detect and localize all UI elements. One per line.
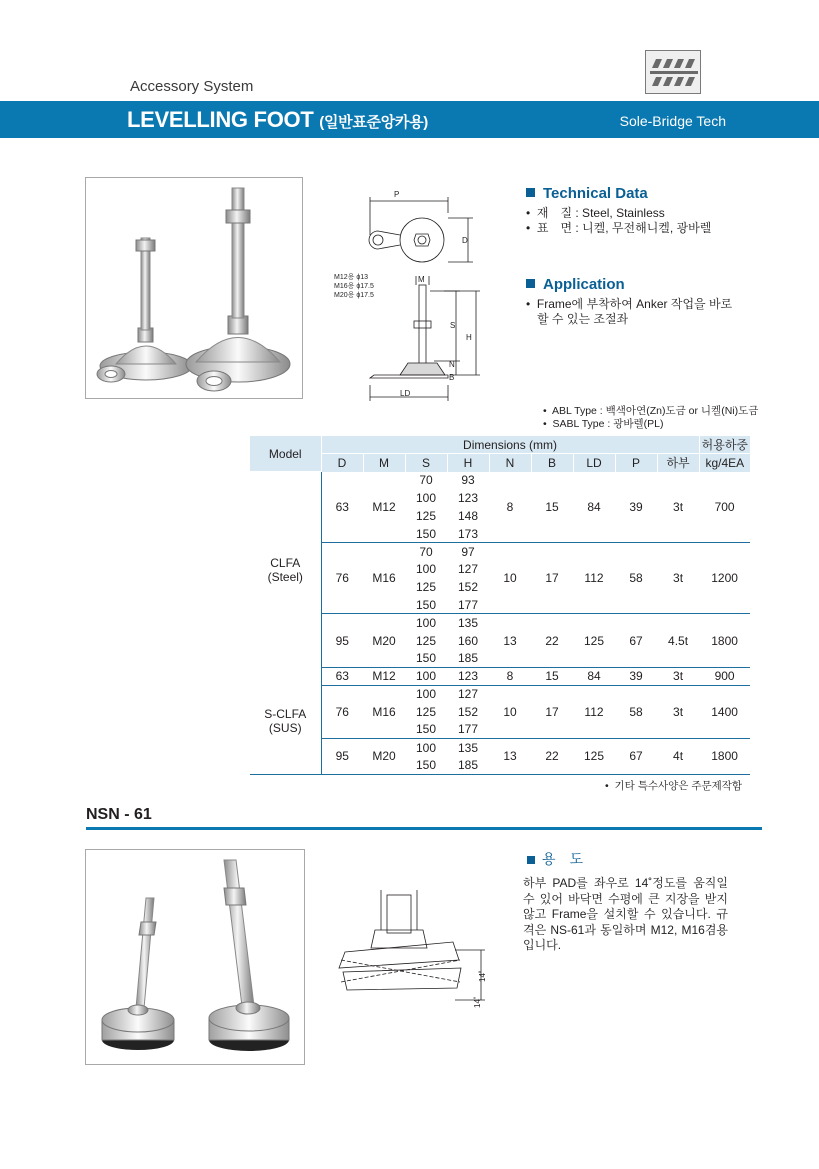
cell-s: 150 [405,525,447,543]
cell-d: 76 [321,685,363,738]
cell-ld: 84 [573,472,615,543]
column-header: kg/4EA [699,454,750,472]
nsn-drawing [335,890,495,1020]
model-name-line: (SUS) [268,720,302,735]
dim-label-m: M [418,275,425,284]
cell-h: 97 [461,544,475,559]
tech-item-material: • 재 질 : Steel, Stainless [526,206,665,220]
cell-d: 95 [321,614,363,667]
cell-load: 1800 [699,739,750,775]
cell-load: 900 [699,667,750,685]
column-header: P [615,454,657,472]
cell-n: 10 [489,685,531,738]
cell-m: M20 [363,614,405,667]
cell-b: 15 [531,472,573,543]
cell-n: 8 [489,667,531,685]
technical-drawing [330,185,490,410]
nsn-title: NSN - 61 [86,806,152,823]
column-header: D [321,454,363,472]
angle-label-lower: 14˚ [473,996,482,1008]
cell-b: 22 [531,614,573,667]
cell-lower: 3t [657,667,699,685]
hole-label-m16: M16용 ϕ17.5 [334,283,374,290]
header-load: 허용하중 [699,436,750,454]
column-header: B [531,454,573,472]
product-photo-clfa [85,177,303,399]
cell-s: 150 [405,650,447,668]
column-header: H [447,454,489,472]
table-row [250,543,750,561]
cell-m: M12 [363,667,405,685]
cell-b: 15 [531,667,573,685]
dim-label-s: S [450,321,456,330]
type-note-sabl: • SABL Type : 광바렐(PL) [543,418,664,430]
cell-h: 185 [447,650,489,668]
cell-ld: 84 [573,667,615,685]
cell-lower: 3t [657,685,699,738]
column-header: 하부 [657,454,699,472]
page-title [127,107,428,133]
cell-m: M20 [363,739,405,775]
product-photo-nsn61 [85,849,305,1065]
model-name-line: (Steel) [267,569,303,584]
angle-label-upper: 14˚ [478,970,487,982]
cell-s: 125 [415,580,437,595]
cell-h: 123 [447,667,489,685]
table-row [250,685,750,703]
cell-lower: 3t [657,472,699,543]
cell-h: 127 [457,687,479,702]
column-header: LD [573,454,615,472]
cell-d: 63 [321,472,363,543]
cell-h: 135 [457,616,479,631]
application-heading: Application [526,276,625,293]
cell-h: 177 [447,596,489,614]
cell-h: 152 [457,704,479,719]
cell-s: 100 [415,616,437,631]
cell-load: 1800 [699,614,750,667]
cell-ld: 112 [573,685,615,738]
cell-h: 148 [457,509,479,524]
cell-s: 150 [405,596,447,614]
cell-p: 58 [615,543,657,614]
square-bullet-icon [527,856,535,864]
header-dimensions: Dimensions (mm) [321,436,699,454]
cell-h: 152 [457,580,479,595]
dim-label-n: N [449,360,455,369]
cell-n: 8 [489,472,531,543]
square-bullet-icon [526,188,535,197]
cell-p: 58 [615,685,657,738]
title-banner [0,101,819,138]
cell-p: 67 [615,739,657,775]
dim-label-p: P [394,190,400,199]
use-description: 하부 PAD를 좌우로 14˚정도를 움직일 수 있어 바닥면 수평에 큰 지장을 받지 않고 Frame을 설치할 수 있습니다. 규격은 NS-61과 동일하며 M12, M16겸용 입니다. [523,876,728,952]
cell-s: 150 [405,721,447,739]
model-name-line: S-CLFA [264,706,307,721]
cell-s: 150 [405,756,447,774]
cell-s: 125 [415,633,437,648]
cell-s: 100 [415,740,437,755]
tech-item-surface: • 표 면 : 니켈, 무전해니켈, 광바렐 [526,221,712,235]
spec-table [250,436,750,775]
brand-name: Sole-Bridge Tech [619,113,726,129]
cell-h: 173 [447,525,489,543]
cell-load: 1200 [699,543,750,614]
cell-m: M16 [363,543,405,614]
cell-b: 17 [531,543,573,614]
cell-h: 160 [457,633,479,648]
cell-b: 22 [531,739,573,775]
dim-label-ld: LD [400,389,411,398]
dim-label-h: H [466,333,472,342]
cell-h: 93 [461,473,475,488]
cell-ld: 125 [573,614,615,667]
type-note-abl: • ABL Type : 백색아연(Zn)도금 or 니켈(Ni)도금 [543,405,759,417]
technical-data-heading: Technical Data [526,185,648,202]
header-model: Model [250,436,321,472]
model-cell [250,472,321,668]
cell-d: 76 [321,543,363,614]
section-divider [86,827,762,830]
cell-d: 63 [321,667,363,685]
table-footnote: • 기타 특수사양은 주문제작함 [605,780,743,792]
application-line-1: • Frame에 부착하여 Anker 작업을 바로 [526,297,733,311]
cell-n: 13 [489,614,531,667]
use-heading: 용 도 [527,849,583,869]
cell-n: 13 [489,739,531,775]
cell-p: 67 [615,614,657,667]
cell-h: 185 [447,756,489,774]
cell-s: 125 [415,704,437,719]
column-header: S [405,454,447,472]
dim-label-b: B [449,373,455,382]
model-cell [250,667,321,774]
cell-s: 125 [415,509,437,524]
cell-h: 127 [457,562,479,577]
page-subtitle: Accessory System [130,78,254,95]
cell-s: 100 [405,667,447,685]
dim-label-d: D [462,236,468,245]
cell-load: 700 [699,472,750,543]
cell-d: 95 [321,739,363,775]
cell-p: 39 [615,667,657,685]
cell-m: M16 [363,685,405,738]
cell-s: 100 [415,491,437,506]
table-row [250,472,750,490]
cell-s: 70 [419,544,433,559]
table-row [250,614,750,632]
cell-h: 135 [457,740,479,755]
hole-label-m12: M12용 ϕ13 [334,274,369,281]
table-row [250,739,750,757]
column-header: N [489,454,531,472]
cell-s: 70 [419,473,433,488]
application-line-2: 할 수 있는 조절좌 [537,312,629,326]
cell-n: 10 [489,543,531,614]
cell-s: 100 [415,687,437,702]
cell-h: 123 [457,491,479,506]
cell-load: 1400 [699,685,750,738]
column-header: M [363,454,405,472]
cell-b: 17 [531,685,573,738]
title-korean: (일반표준앙카용) [319,114,429,131]
cell-ld: 125 [573,739,615,775]
cell-m: M12 [363,472,405,543]
model-name-line: CLFA [270,555,301,570]
cell-h: 177 [447,721,489,739]
cell-ld: 112 [573,543,615,614]
cell-p: 39 [615,472,657,543]
square-bullet-icon [526,279,535,288]
table-row [250,667,750,685]
cell-lower: 4t [657,739,699,775]
hole-label-m20: M20용 ϕ17.5 [334,292,374,299]
cell-lower: 4.5t [657,614,699,667]
title-main: LEVELLING FOOT [127,107,314,132]
cell-s: 100 [415,562,437,577]
company-logo [645,50,701,94]
cell-lower: 3t [657,543,699,614]
